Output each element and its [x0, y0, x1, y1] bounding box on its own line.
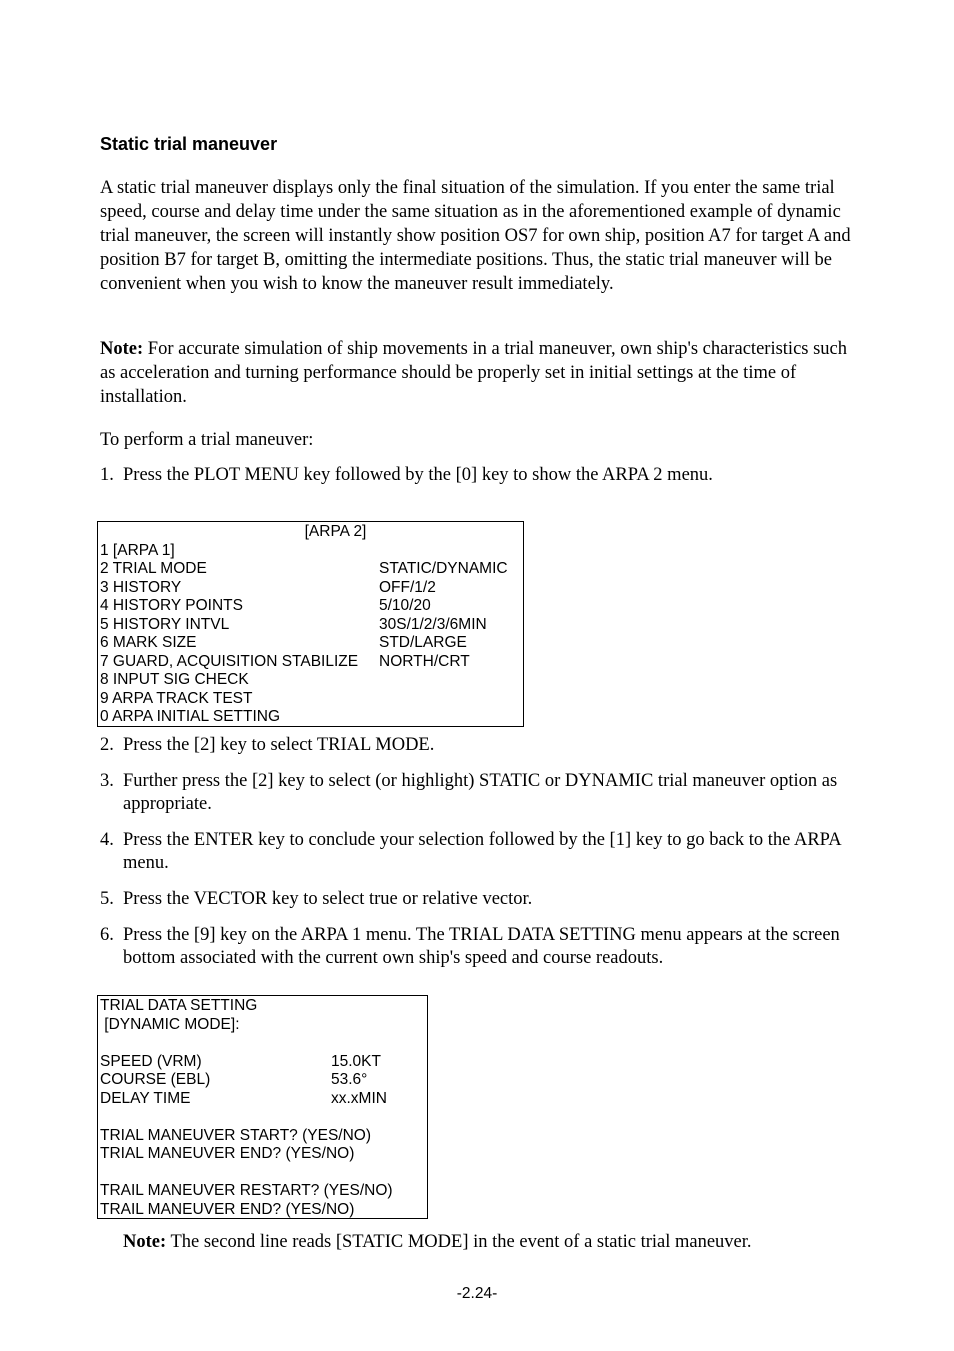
menu-item-option: 5/10/20: [379, 597, 431, 614]
step-text: Press the [9] key on the ARPA 1 menu. The TRIAL DATA SETTING menu appears at the screen bottom associated with the current own ship's speed and course readouts.: [123, 925, 840, 968]
step-number: 2.: [100, 735, 114, 755]
step-number: 1.: [100, 465, 114, 485]
menu-item-label: 3 HISTORY: [100, 578, 182, 596]
page-number: -2.24-: [456, 1285, 498, 1302]
step-6: [100, 924, 860, 970]
trial-item-value: xx.xMIN: [331, 1089, 387, 1107]
trial-item-label: SPEED (VRM): [100, 1052, 202, 1070]
perform-intro: To perform a trial maneuver:: [100, 430, 314, 450]
menu-item-label: 1 [ARPA 1]: [100, 541, 175, 559]
step-number: 3.: [100, 771, 114, 791]
blank-line: [98, 1034, 427, 1053]
trial-prompt-line: TRIAL MANEUVER START? (YES/NO): [100, 1126, 372, 1144]
blank-line: [98, 1108, 427, 1127]
step-1: [100, 464, 860, 487]
note-paragraph: [100, 337, 860, 409]
step-text: Press the PLOT MENU key followed by the [0] key to show the ARPA 2 menu.: [123, 465, 713, 485]
step-number: 5.: [100, 889, 114, 909]
note2-text: The second line reads [STATIC MODE] in the event of a static trial maneuver.: [166, 1232, 752, 1252]
step-2: [100, 734, 860, 757]
step-text: Press the ENTER key to conclude your selection followed by the [1] key to go back to the ARPA menu.: [123, 830, 841, 873]
menu-row: [98, 542, 523, 561]
menu-item-label: 4 HISTORY POINTS: [100, 597, 243, 614]
note2-label: Note:: [123, 1232, 167, 1252]
menu-item-option: OFF/1/2: [379, 578, 436, 596]
note-label: Note:: [100, 339, 144, 359]
arpa2-menu-title: [ARPA 2]: [304, 523, 367, 540]
menu-item-option: STD/LARGE: [379, 634, 467, 651]
trial-item-label: DELAY TIME: [100, 1089, 191, 1107]
menu-row: [98, 597, 523, 616]
menu-row: [98, 634, 523, 653]
menu-item-label: 2 TRIAL MODE: [100, 560, 207, 577]
step-3: [100, 770, 860, 816]
step-number: 4.: [100, 830, 114, 850]
menu-item-option: 30S/1/2/3/6MIN: [379, 615, 487, 633]
step-text: Press the VECTOR key to select true or relative vector.: [123, 889, 533, 909]
blank-line: [98, 1164, 427, 1183]
menu-row: [98, 653, 523, 672]
step-number: 6.: [100, 925, 114, 945]
trial-item-label: COURSE (EBL): [100, 1071, 211, 1088]
step-4: [100, 829, 860, 875]
trial-row-delay: [98, 1090, 427, 1109]
trial-row-speed: [98, 1053, 427, 1072]
section-heading: Static trial maneuver: [100, 134, 278, 154]
menu-item-option: NORTH/CRT: [379, 652, 470, 670]
trial-item-value: 15.0KT: [331, 1052, 381, 1070]
arpa2-menu-box: [97, 521, 524, 727]
step-text: Press the [2] key to select TRIAL MODE.: [123, 735, 435, 755]
trial-mode-line: [DYNAMIC MODE]:: [100, 1015, 240, 1033]
menu-row: [98, 671, 523, 690]
menu-item-option: STATIC/DYNAMIC: [379, 560, 508, 577]
menu-item-label: 5 HISTORY INTVL: [100, 615, 230, 633]
menu-row: [98, 616, 523, 635]
menu-item-label: 6 MARK SIZE: [100, 634, 197, 651]
menu-row: [98, 560, 523, 579]
menu-row: [98, 708, 523, 727]
note2-paragraph: [123, 1232, 752, 1253]
step-5: [100, 888, 860, 911]
menu-item-label: 9 ARPA TRACK TEST: [100, 689, 253, 707]
trial-prompt-line: TRAIL MANEUVER END? (YES/NO): [100, 1200, 355, 1218]
trial-data-setting-box: [97, 995, 428, 1219]
trial-prompt-line: TRIAL MANEUVER END? (YES/NO): [100, 1145, 355, 1162]
menu-row: [98, 690, 523, 709]
trial-prompt-line: TRAIL MANEUVER RESTART? (YES/NO): [100, 1182, 393, 1199]
trial-row-course: [98, 1071, 427, 1090]
trial-item-value: 53.6°: [331, 1071, 368, 1088]
step-text: Further press the [2] key to select (or highlight) STATIC or DYNAMIC trial maneuver option as appropriate.: [123, 771, 838, 814]
note-text: For accurate simulation of ship movements in a trial maneuver, own ship's characteristics such as acceleration and turning performance should be properly set in initial settings at the time of installation.: [100, 339, 848, 407]
menu-row: [98, 579, 523, 598]
menu-item-label: 8 INPUT SIG CHECK: [100, 671, 249, 688]
menu-item-label: 7 GUARD, ACQUISITION STABILIZE: [100, 652, 359, 670]
trial-menu-title: TRIAL DATA SETTING: [100, 997, 258, 1014]
intro-paragraph: A static trial maneuver displays only the final situation of the simulation. If you enter the same trial speed, course and delay time under the same situation as in the aforementioned example of dynamic trial maneuver, the screen will instantly show position OS7 for own ship, position A7 for target A and position B7 for target B, omitting the intermediate positions. Thus, the static trial maneuver will be convenient when you wish to know the maneuver result immediately.: [100, 178, 851, 294]
menu-item-label: 0 ARPA INITIAL SETTING: [100, 708, 281, 725]
